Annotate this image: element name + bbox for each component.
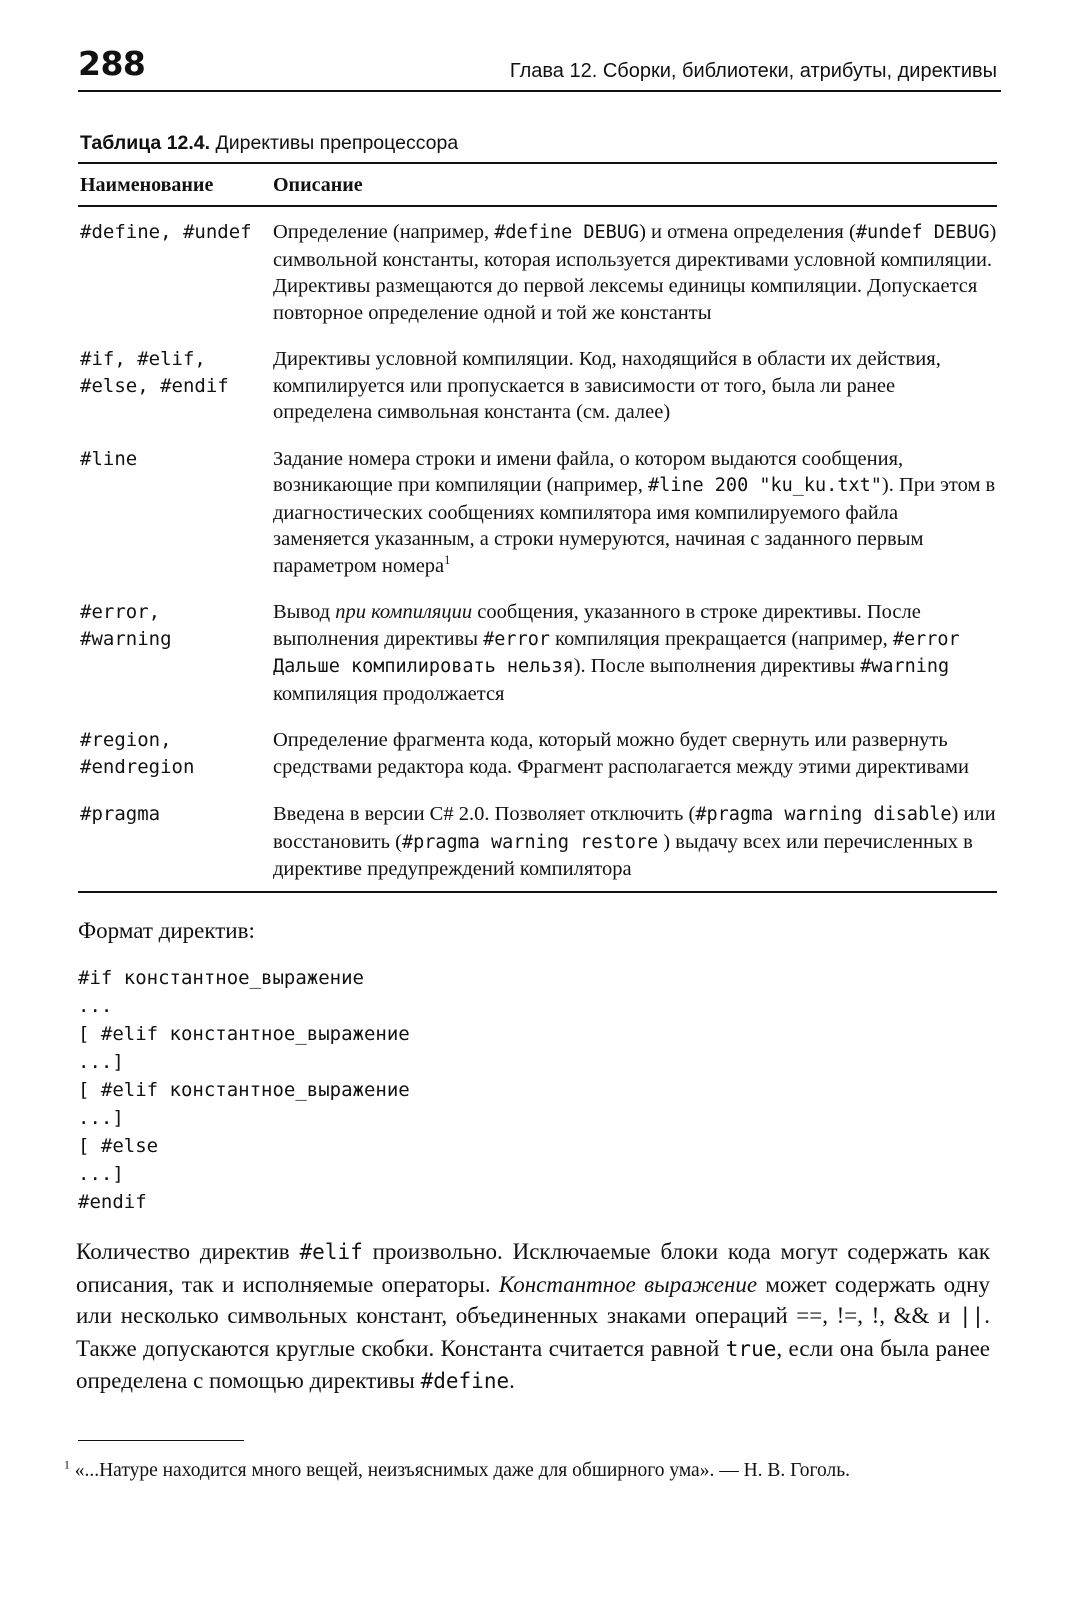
column-header-description: Описание — [273, 163, 997, 206]
column-header-name: Наименование — [78, 163, 273, 206]
running-title: Глава 12. Сборки, библиотеки, атрибуты, директивы — [509, 60, 997, 82]
table-row — [78, 434, 997, 588]
directive-name: #line — [80, 447, 138, 470]
table-row — [78, 789, 997, 892]
directive-description: Введена в версии C# 2.0. Позволяет отключить (#pragma warning disable) или восстановить (#pragma warning restore ) выдачу всех или перечисленных в директиве предупреждений компилятора — [273, 789, 997, 892]
footnote-reference: 1 — [444, 552, 451, 567]
footnote — [64, 1460, 850, 1482]
table-row — [78, 587, 997, 715]
header-rule — [78, 90, 1001, 92]
body-paragraph: Количество директив #elif произвольно. Исключаемые блоки кода могут содержать как описания, так и исполняемые операторы. Константное выражение может содержать одну или несколько символьных констант, объединенных знаками операций ==, !=, !, && и ||. Также допускаются круглые скобки. Константа считается равной true, если она была ранее определена с помощью директивы #define. — [76, 1239, 990, 1393]
directive-description: Определение фрагмента кода, который можно будет свернуть или развернуть средствами редактора кода. Фрагмент располагается между этими директивами — [273, 729, 969, 778]
directive-name: #pragma — [78, 789, 273, 892]
directive-name: #define, #undef — [80, 221, 252, 243]
table-caption-text: Директивы препроцессора — [215, 132, 459, 154]
footnote-mark: 1 — [64, 1458, 70, 1472]
format-heading: Формат директив: — [78, 918, 255, 943]
directives-table — [78, 162, 997, 893]
table-header-row — [78, 163, 997, 206]
footnote-rule — [78, 1440, 244, 1441]
directive-description: Задание номера строки и имени файла, о котором выдаются сообщения, возникающие при компиляции (например, #line 200 "ku_ku.txt"). При этом в диагностических сообщениях компилятора имя компилируемого файла заменяется указанным, а строки нумеруются, начиная с заданного первым параметром номера$^1$ — [273, 447, 996, 577]
page-number: 288 — [78, 44, 146, 83]
table-row — [78, 206, 997, 334]
table-caption — [80, 132, 458, 155]
table-caption-label: Таблица 12.4. — [80, 132, 211, 154]
directive-description: Вывод при компиляции сообщения, указанного в строке директивы. После выполнения директивы #error компиляция прекращается (например, #error Дальше компилировать нельзя). После выполнения директивы #warning компиляция продолжается — [273, 601, 960, 705]
footnote-text: «...Натуре находится много вещей, неизъяснимых даже для обширного ума». — Н. В. Гоголь. — [69, 1460, 850, 1481]
directive-name: #region, #endregion — [80, 729, 195, 778]
directive-name: #error, #warning — [80, 601, 172, 650]
directive-name: #if, #elif, #else, #endif — [80, 348, 229, 397]
directive-format-code: #if константное_выражение ... [ #elif константное_выражение ...] [ #elif константное_выражение ...] [ #else ...] #endif — [78, 967, 410, 1213]
directive-description: Определение (например, #define DEBUG) и отмена определения (#undef DEBUG) символьной константы, которая используется директивами условной компиляции. Директивы размещаются до первой лексемы единицы компиляции. Допускается повторное определение одной и той же константы — [273, 221, 997, 324]
directive-description: Директивы условной компиляции. Код, находящийся в области их действия, компилируется или пропускается в зависимости от того, была ли ранее определена символьная константа (см. далее) — [273, 348, 941, 423]
table-row — [78, 334, 997, 434]
table-row — [78, 715, 997, 789]
